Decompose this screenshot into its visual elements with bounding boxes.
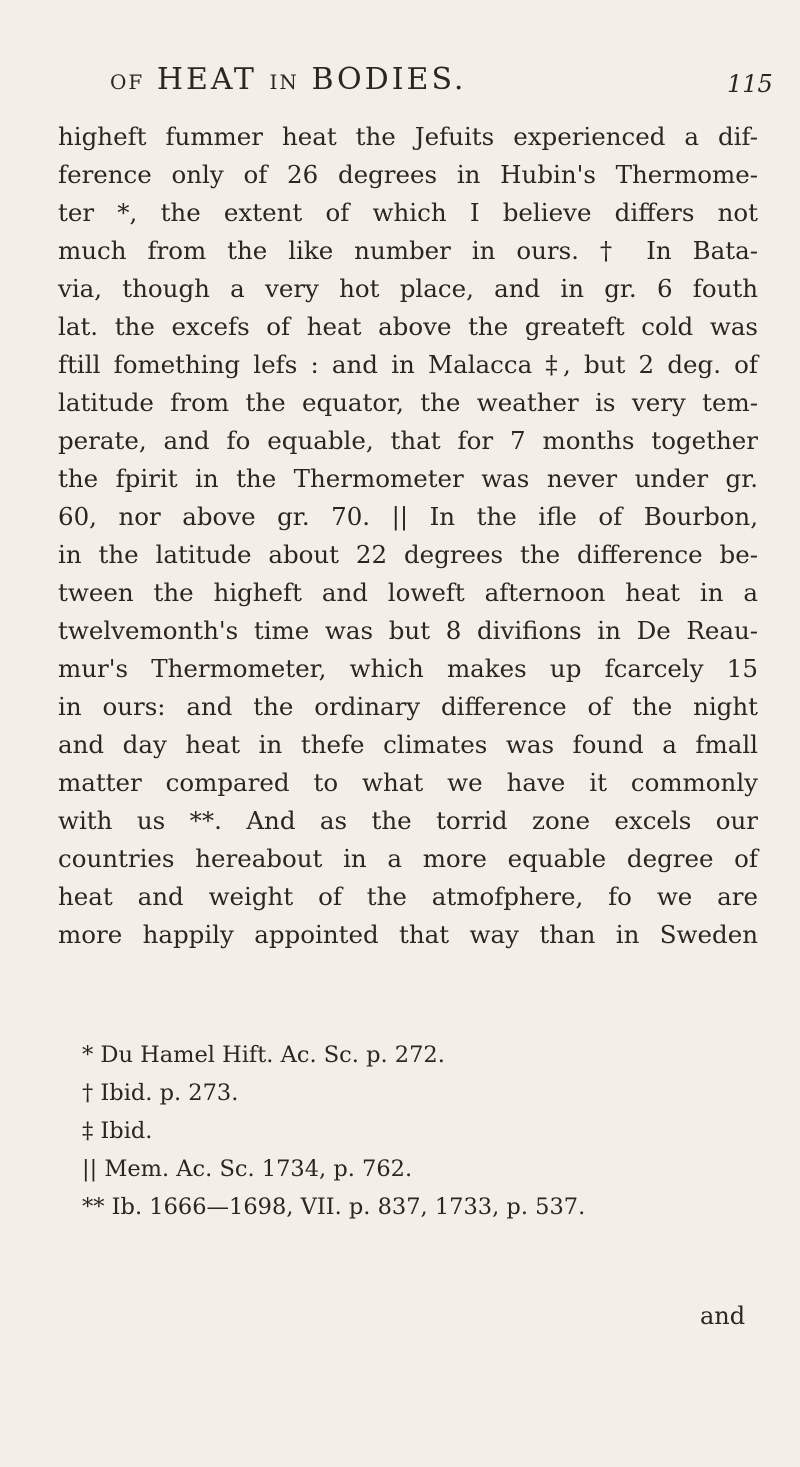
body-line: more happily appointed that way than in Sweden <box>58 920 758 949</box>
body-line: matter compared to what we have it commonly <box>58 768 758 797</box>
body-line: latitude from the equator, the weather is very tem- <box>58 388 758 417</box>
header-bodies: BODIES. <box>311 62 467 97</box>
footnote: ‡ Ibid. <box>82 1118 153 1144</box>
header-of: OF <box>110 70 145 94</box>
footnote: ** Ib. 1666—1698, VII. p. 837, 1733, p. 537. <box>82 1194 586 1220</box>
footnote: † Ibid. p. 273. <box>82 1080 239 1106</box>
header-in: IN <box>269 70 299 94</box>
footnote: || Mem. Ac. Sc. 1734, p. 762. <box>82 1156 413 1182</box>
body-line: much from the like number in ours. † In Bata- <box>58 236 758 265</box>
body-line: countries hereabout in a more equable degree of <box>58 844 758 873</box>
body-line: via, though a very hot place, and in gr. 6 fouth <box>58 274 758 303</box>
body-line: the fpirit in the Thermometer was never under gr. <box>58 464 758 493</box>
body-line: mur's Thermometer, which makes up fcarcely 15 <box>58 654 758 683</box>
header-heat: HEAT <box>156 62 257 97</box>
page-number: 115 <box>727 70 773 98</box>
catchword: and <box>700 1302 746 1330</box>
body-line: higheft fummer heat the Jefuits experienced a dif- <box>58 122 758 151</box>
body-line: 60, nor above gr. 70. || In the ifle of Bourbon, <box>58 502 758 531</box>
body-line: tween the higheft and loweft afternoon heat in a <box>58 578 758 607</box>
body-line: and day heat in thefe climates was found a fmall <box>58 730 758 759</box>
body-line: ftill fomething lefs : and in Malacca ‡, but 2 deg. of <box>58 350 758 379</box>
body-line: in the latitude about 22 degrees the difference be- <box>58 540 758 569</box>
footnote: * Du Hamel Hift. Ac. Sc. p. 272. <box>82 1042 445 1068</box>
body-line: ter *, the extent of which I believe differs not <box>58 198 758 227</box>
body-line: ference only of 26 degrees in Hubin's Thermome- <box>58 160 758 189</box>
body-line: twelvemonth's time was but 8 divifions in De Reau- <box>58 616 758 645</box>
running-header <box>110 62 670 102</box>
body-line: with us **. And as the torrid zone excels our <box>58 806 758 835</box>
body-line: lat. the excefs of heat above the greateft cold was <box>58 312 758 341</box>
body-line: in ours: and the ordinary difference of the night <box>58 692 758 721</box>
body-line: perate, and fo equable, that for 7 months together <box>58 426 758 455</box>
body-line: heat and weight of the atmofphere, fo we are <box>58 882 758 911</box>
